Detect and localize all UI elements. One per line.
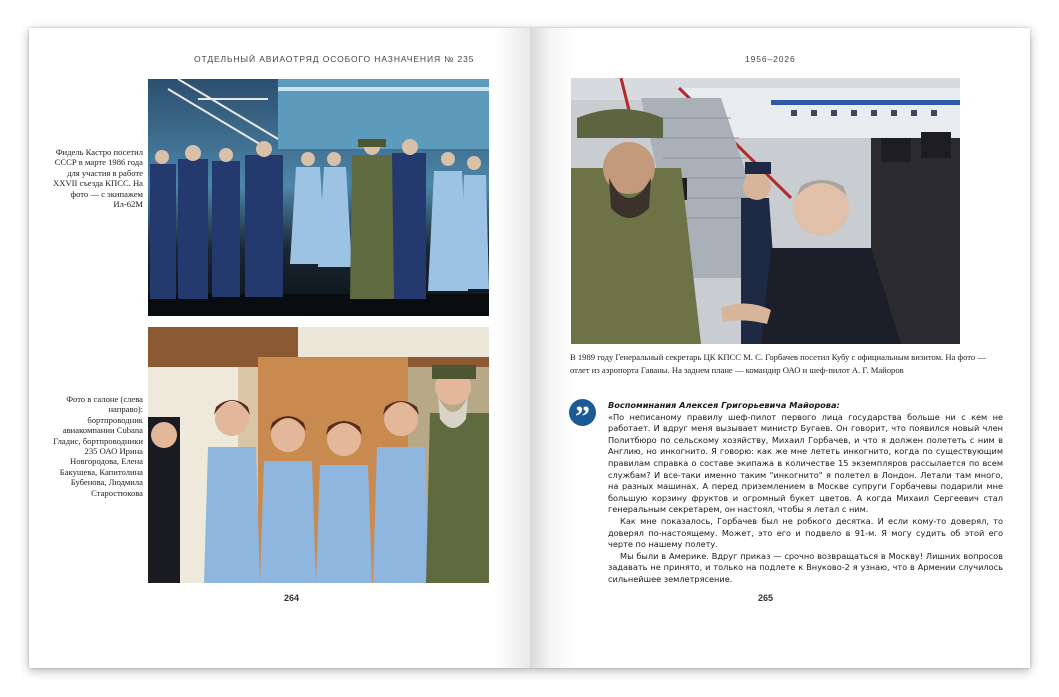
right-page [530,28,1030,668]
quote-icon: ” [569,399,596,426]
book-spread [29,28,1030,668]
photo-caption-gorbachev: В 1989 году Генеральный секретарь ЦК КПСС М. С. Горбачев посетил Кубу с официальным визитом. На фото — отлет из аэропорта Гаваны. На заднем плане — командир ОАО и шеф-пилот А. Г. Майоров [570,352,986,375]
memoir-text [608,400,1003,586]
memoir-paragraph-1: «По неписаному правилу шеф-пилот первого лица государства больше ни с кем не работает. И вдруг меня вызывает министр Бугаев. Он говорит, что появился новый член Политбюро по сельскому хозяйству, Михаил Горбачев, и что я должен полететь с ним в Англию, но инкогнито. Я говорю: как же мне лететь инкогнито, когда по существующим правилам справка о составе экипажа в количестве 15 экземпляров рассылается по всем службам? И все-таки именно таким "инкогнито" я полетел в Лондон. Летали там много, на разных машинах. А перед приземлением в Москве супруги Горбачевы подарили мне большую корзину фруктов и огромный букет цветов. А когда Михаил Сергеевич стал генеральным секретарем, он настоял, чтобы я летал с ним. [608,411,1003,515]
page-number-right: 265 [758,593,774,603]
left-page [29,28,530,668]
photo-gorbachev-castro [571,78,960,344]
memoir-title: Воспоминания Алексея Григорьевича Майорова: [608,400,840,410]
memoir-paragraph-3: Мы были в Америке. Вдруг приказ — срочно возвращаться в Москву! Лишних вопросов задавать не принято, и только на подлете к Внуково-2 я узнаю, что в Армении случилось сильнейшее землетрясение. [608,550,1003,584]
photo-cabin-attendants [148,327,489,583]
memoir-paragraph-2: Как мне показалось, Горбачев был не робкого десятка. И если кому-то доверял, то доверял по-настоящему. Может, это его и подвело в 91-м. Я могу судить об этой его черте по нашему полету. [608,515,1003,550]
running-head-right: 1956–2026 [745,54,796,64]
photo-caption-crew: Фидель Кастро посетил СССР в марте 1986 года для участия в работе XXVII съезда КПСС. На фото — с экипажем Ил-62М [53,147,143,210]
running-head-left: ОТДЕЛЬНЫЙ АВИАОТРЯД ОСОБОГО НАЗНАЧЕНИЯ № 235 [194,54,475,64]
photo-castro-with-crew [148,79,489,316]
photo-caption-cabin: Фото в салоне (слева направо): бортпроводник авиакомпании Cubana Гладис, бортпроводники 235 ОАО Ирина Новгородова, Елена Бакушева, Капитолина Бубенова, Людмила Старостюкова [53,394,143,498]
page-number-left: 264 [284,593,300,603]
